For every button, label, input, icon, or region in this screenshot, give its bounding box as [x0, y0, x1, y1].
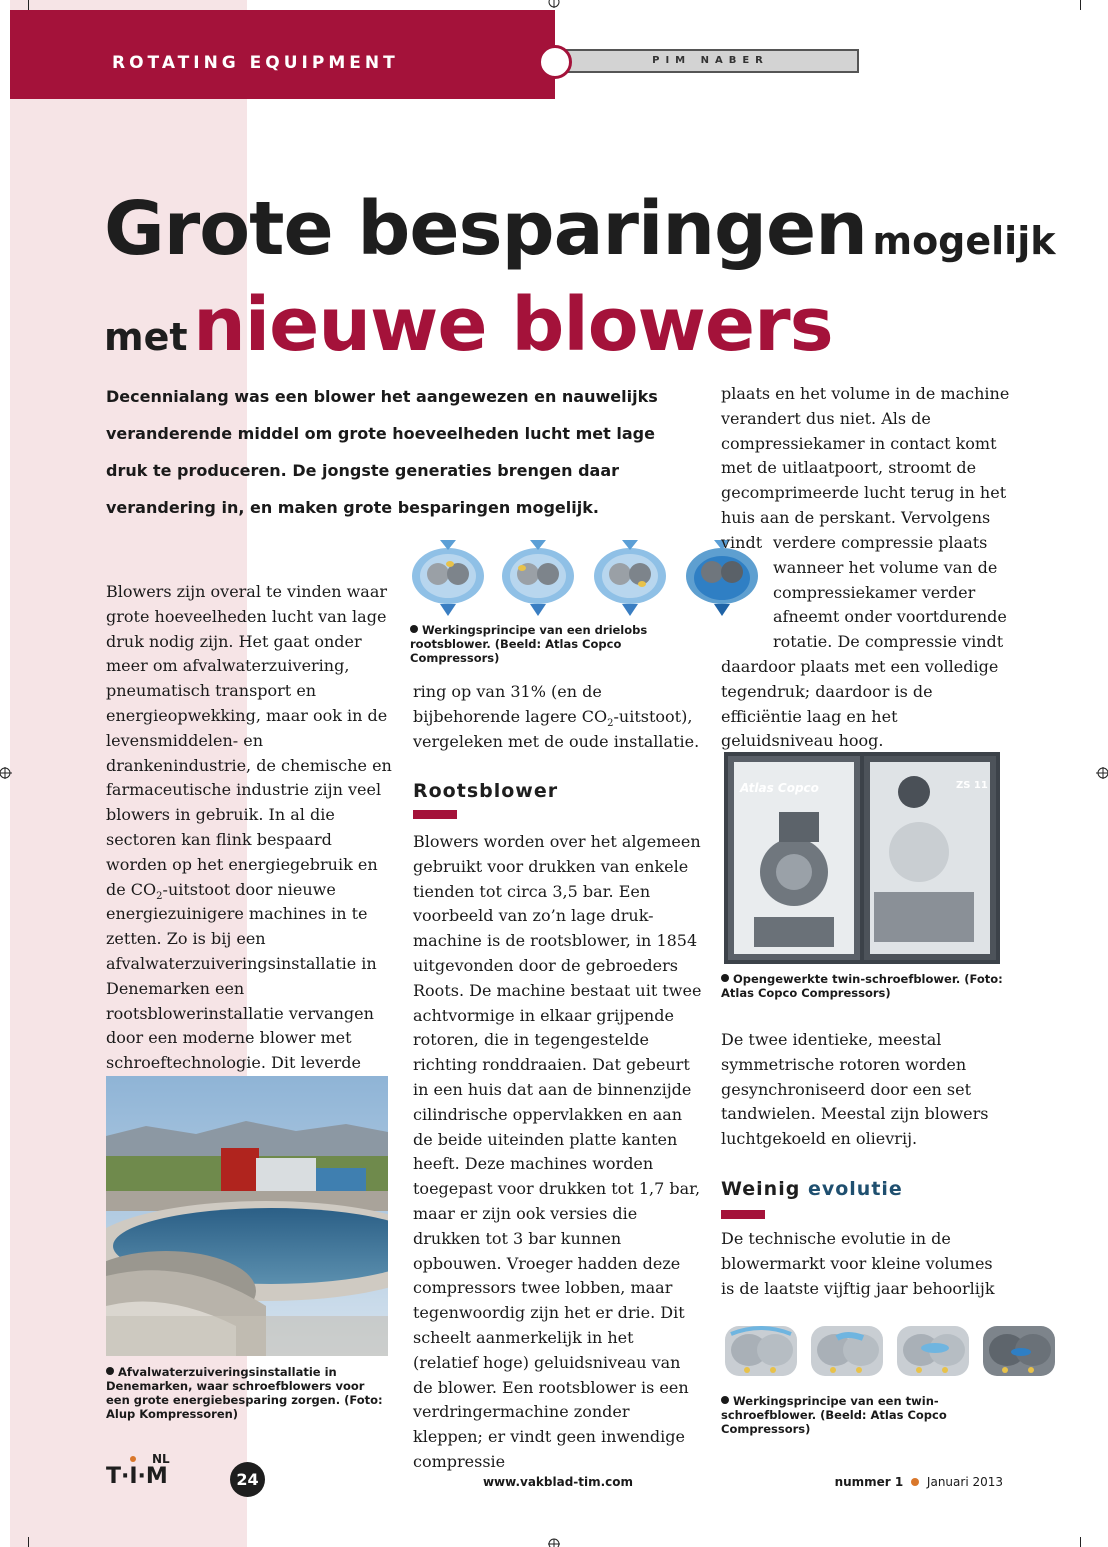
logo-dot — [130, 1456, 136, 1462]
headline-line-2 — [104, 282, 833, 368]
column-1-paragraph — [106, 580, 394, 1101]
caption-bullet — [721, 974, 729, 982]
text-run: Blowers zijn overal te vinden waar grote hoeveelheden lucht van lage druk nodig zijn. Het gaat onder meer om afvalwaterzuivering, pneumatisch transport en energieopwekking, maar ook in de levensmiddelen- en drankenindustrie, de chemische en farmaceutische industrie zijn veel blowers in gebruik. In al die sectoren kan flink bespaard worden op het energiegebruik en de CO — [106, 582, 392, 899]
headline-line-1 — [104, 186, 1056, 272]
subscript: 2 — [607, 717, 614, 729]
subhead-bar — [721, 1210, 765, 1219]
text-run: -uitstoot), vergeleken met de oude installatie. — [413, 706, 700, 751]
subhead-bar — [413, 810, 457, 819]
logo-text: T·I·M — [106, 1464, 168, 1489]
water-treatment-photo — [106, 1076, 388, 1356]
machine-brand-label: Atlas Copco — [740, 781, 819, 795]
crop-mark — [1080, 0, 1081, 10]
intro-paragraph: Decennialang was een blower het aangewezen en nauwelijks veranderende middel om grote hoeveelheden lucht met lage druk te produceren. De jongste generaties brengen daar verandering in, en maken grote besparingen mogelijk. — [106, 387, 658, 517]
page-number: 24 — [230, 1462, 265, 1497]
headline-big-2: nieuwe blowers — [193, 282, 833, 368]
column-3-paragraph-4: De twee identieke, meestal symmetrische rotoren worden gesynchroniseerd door een set tandwielen. Meestal zijn blowers luchtgekoeld en olievrij. — [721, 1030, 989, 1149]
caption-text: Werkingsprincipe van een twin-schroefblower. (Beeld: Atlas Copco Compressors) — [721, 1394, 947, 1436]
caption-roots — [410, 623, 700, 665]
caption-text: Werkingsprincipe van een drielobs rootsblower. (Beeld: Atlas Copco Compressors) — [410, 623, 648, 665]
subhead-rootsblower: Rootsblower — [413, 780, 559, 802]
subscript: 2 — [156, 890, 163, 902]
caption-bullet — [106, 1367, 114, 1375]
issue-dot — [911, 1478, 919, 1486]
subhead-part-accent: evolutie — [807, 1178, 903, 1200]
crop-mark — [28, 0, 29, 10]
column-3-paragraph-2: verdere compressie plaats wanneer het volume van de compressiekamer verder afneemt onder voortdurende rotatie. De compressie vindt — [773, 533, 1007, 652]
footer-url[interactable]: www.vakblad-tim.com — [482, 1475, 634, 1489]
caption-screw — [721, 1394, 1011, 1436]
subhead-weinig-evolutie — [721, 1178, 903, 1200]
twin-screw-blower-photo — [724, 752, 1000, 964]
registration-mark — [1094, 764, 1108, 782]
issue-number: nummer 1 — [834, 1475, 904, 1489]
crop-mark — [28, 1537, 29, 1547]
machine-model-label: ZS 11 — [956, 780, 988, 791]
subhead-part-dark: Weinig — [721, 1178, 801, 1200]
caption-bullet — [410, 625, 418, 633]
headline-small-1: mogelijk — [872, 219, 1056, 263]
column-2-paragraph-2: Blowers worden over het algemeen gebruikt voor drukken van enkele tienden tot circa 3,5 bar. Een voorbeeld van zo’n lage druk-machine is de rootsblower, in 1854 uitgevonden door de gebroeders Roots. De machine bestaat uit twee achtvormige in elkaar grijpende rotoren, die in tegengestelde richting ronddraaien. Dat gebeurt in een huis dat aan de binnenzijde cilindrische oppervlakken en aan de beide uiteinden platte kanten heeft. Deze machines worden toegepast voor drukken tot 1,7 bar, maar er zijn ook versies die drukken tot 3 bar kunnen opbouwen. Vroeger hadden deze compressors twee lobben, maar tegenwoordig zijn het er drie. Dit scheelt aanmerkelijk in het (relatief hoge) geluidsniveau van de blower. Een rootsblower is een verdringermachine zonder kleppen; er vindt geen inwendige compressie — [413, 832, 702, 1471]
column-3-paragraph-3: daardoor plaats met een volledige tegendruk; daardoor is de efficiëntie laag en het geluidsniveau hoog. — [721, 657, 999, 751]
caption-text: Afvalwaterzuiveringsinstallatie in Denemarken, waar schroefblowers voor een grote energiebesparing zorgen. (Foto: Alup Kompressoren) — [106, 1365, 383, 1421]
footer-issue — [780, 1475, 1003, 1489]
registration-mark — [545, 1535, 563, 1547]
caption-machine — [721, 972, 1006, 1000]
crop-mark — [1080, 1537, 1081, 1547]
column-3-paragraph-1: plaats en het volume in de machine verandert dus niet. Als de compressiekamer in contact komt met de uitlaatpoort, stroomt de gecomprimeerde lucht terug in het huis aan de perskant. Vervolgens vindt — [721, 384, 1010, 552]
caption-text: Opengewerkte twin-schroefblower. (Foto: Atlas Copco Compressors) — [721, 972, 1003, 1000]
author-name: PIM NABER — [652, 55, 769, 66]
headline-small-2: met — [104, 315, 188, 359]
issue-date: Januari 2013 — [926, 1475, 1003, 1489]
column-2-paragraph-1 — [413, 680, 703, 754]
section-label: ROTATING EQUIPMENT — [112, 53, 399, 73]
twin-screw-diagram — [721, 1316, 1066, 1388]
registration-mark — [0, 764, 14, 782]
caption-plant — [106, 1365, 388, 1421]
headline-big-1: Grote besparingen — [104, 186, 867, 272]
column-3-paragraph-5: De technische evolutie in de blowermarkt voor kleine volumes is de laatste vijftig jaar behoorlijk — [721, 1229, 995, 1298]
header-dot — [538, 45, 572, 79]
logo-nl: NL — [152, 1452, 170, 1466]
roots-blower-diagram — [410, 538, 765, 618]
text-run: ring op van 31% (en de bijbehorende lagere CO — [413, 682, 608, 726]
caption-bullet — [721, 1396, 729, 1404]
text-run: -uitstoot door nieuwe energiezuinigere machines in te zetten. Zo is bij een afvalwaterzuiveringsinstallatie in Denemarken een rootsblowerinstallatie vervangen door een moderne blower met schroeftechnologie. Dit leverde — [106, 879, 377, 1073]
registration-mark — [545, 0, 563, 10]
